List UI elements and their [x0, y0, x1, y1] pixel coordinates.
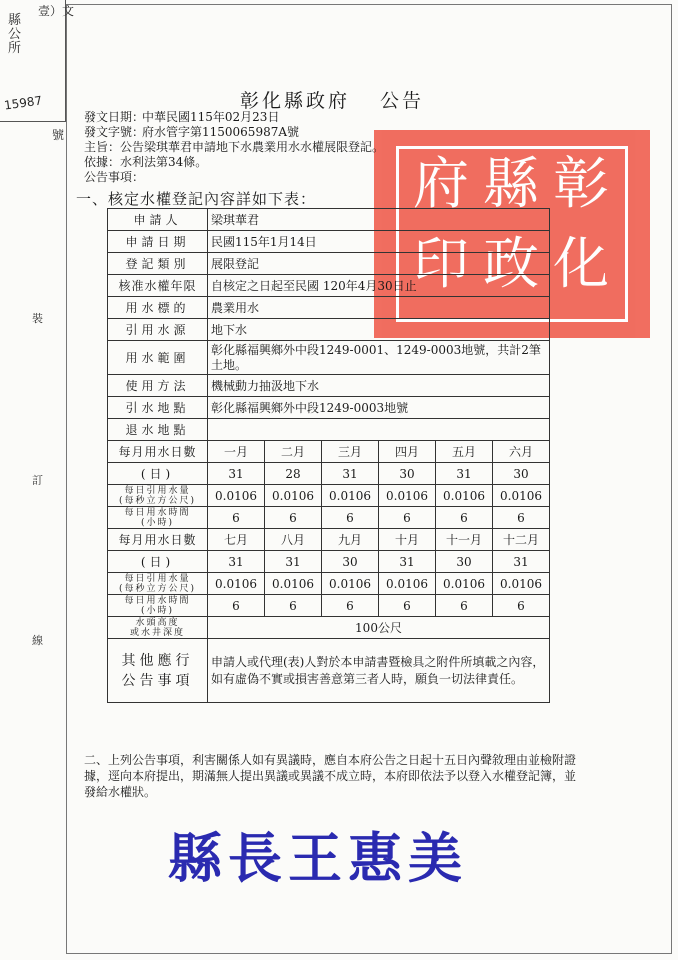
flow-h2-4: 0.0106: [379, 573, 436, 595]
head-value: 100公尺: [208, 617, 550, 639]
hours-h2-5: 6: [436, 595, 493, 617]
hours-h2-1: 6: [208, 595, 265, 617]
table-row: [108, 441, 550, 463]
purpose-label: 用水標的: [108, 297, 208, 319]
table-row: [108, 319, 550, 341]
outlet-value: [208, 419, 550, 441]
issue-date-line: [84, 110, 279, 124]
hours-h1-3: 6: [322, 507, 379, 529]
basis-label: 依據：: [84, 155, 121, 169]
flow-label-h1: [108, 485, 208, 507]
days-label-h2: 每月用水日數: [108, 529, 208, 551]
seal-char-1: 彰: [553, 152, 609, 217]
hours-h2-3: 6: [322, 595, 379, 617]
table-row: [108, 297, 550, 319]
month-h1-4: 四月: [379, 441, 436, 463]
other-matters-label: [108, 639, 208, 703]
flow-h2-5: 0.0106: [436, 573, 493, 595]
month-h2-2: 八月: [265, 529, 322, 551]
seal-char-2: 化: [553, 232, 609, 297]
purpose-value: 農業用水: [208, 297, 550, 319]
days-h1-1: 31: [208, 463, 265, 485]
scope-value: 彰化縣福興鄉外中段1249-0001、1249-0003地號，共計2筆土地。: [208, 341, 550, 375]
page-title: 彰化縣政府: [240, 90, 351, 112]
flow-h2-6: 0.0106: [493, 573, 550, 595]
subject-value: 公告梁琪華君申請地下水農業用水水權展限登記。: [120, 140, 385, 154]
hours-h2-4: 6: [379, 595, 436, 617]
hours-h2-6: 6: [493, 595, 550, 617]
other-label-line-1: 其他應行: [121, 652, 194, 669]
table-row: [108, 275, 550, 297]
intake-value: 彰化縣福興鄉外中段1249-0003地號: [208, 397, 550, 419]
month-h2-1: 七月: [208, 529, 265, 551]
source-value: 地下水: [208, 319, 550, 341]
table-row: [108, 551, 550, 573]
table-row: [108, 397, 550, 419]
days-h2-3: 30: [322, 551, 379, 573]
basis-line: [84, 155, 207, 169]
seal-char-6: 印: [413, 232, 469, 297]
hours-h1-6: 6: [493, 507, 550, 529]
issue-date-label: 發文日期：: [84, 110, 145, 124]
issue-date-value: 中華民國115年02月23日: [142, 110, 280, 124]
flow-h2-1: 0.0106: [208, 573, 265, 595]
days-h1-6: 30: [493, 463, 550, 485]
flow-h1-2: 0.0106: [265, 485, 322, 507]
table-row: [108, 341, 550, 375]
days-h1-5: 31: [436, 463, 493, 485]
intake-label: 引水地點: [108, 397, 208, 419]
days-h1-3: 31: [322, 463, 379, 485]
period-value: 自核定之日起至民國 120年4月30日止: [208, 275, 550, 297]
table-row: [108, 595, 550, 617]
items-label: 公告事項：: [84, 170, 145, 184]
hours-label-text: 每日用水時間: [124, 507, 191, 518]
table-row: [108, 375, 550, 397]
flow-h1-4: 0.0106: [379, 485, 436, 507]
table-row: [108, 529, 550, 551]
applicant-value: 梁琪華君: [208, 209, 550, 231]
flow-h1-1: 0.0106: [208, 485, 265, 507]
scope-label: 用水範圍: [108, 341, 208, 375]
period-label: 核准水權年限: [108, 275, 208, 297]
month-h2-4: 十月: [379, 529, 436, 551]
source-label: 引用水源: [108, 319, 208, 341]
flow-h2-3: 0.0106: [322, 573, 379, 595]
magistrate-signature: 縣長王惠美: [168, 826, 468, 890]
flow-h2-2: 0.0106: [265, 573, 322, 595]
flow-h1-3: 0.0106: [322, 485, 379, 507]
days-unit-h1: (日): [108, 463, 208, 485]
hours-label-text: 每日用水時間: [124, 595, 191, 606]
issue-number-label: 發文字號：: [84, 125, 145, 139]
flow-unit-text: (每秒立方公尺): [118, 495, 197, 506]
hours-h1-4: 6: [379, 507, 436, 529]
well-label-text: 或水井深度: [129, 627, 185, 638]
flow-label-h2: [108, 573, 208, 595]
receipt-suffix: 號: [52, 128, 65, 142]
binding-mark-ding: 訂: [32, 474, 43, 487]
table-row: [108, 617, 550, 639]
apply-date-value: 民國115年1月14日: [208, 231, 550, 253]
applicant-label: 申請人: [108, 209, 208, 231]
apply-date-label: 申請日期: [108, 231, 208, 253]
days-h1-4: 30: [379, 463, 436, 485]
binding-mark-xian: 線: [32, 634, 43, 647]
hours-label-h1: [108, 507, 208, 529]
outlet-label: 退水地點: [108, 419, 208, 441]
hours-h1-2: 6: [265, 507, 322, 529]
days-h2-6: 31: [493, 551, 550, 573]
month-h1-2: 二月: [265, 441, 322, 463]
subject-line: [84, 140, 384, 154]
days-unit-h2: (日): [108, 551, 208, 573]
other-matters-value: 申請人或代理(表)人對於本申請書暨檢具之附件所填載之內容，如有虛偽不實或損害善意第三者人時，願負一切法律責任。: [208, 639, 550, 703]
method-label: 使用方法: [108, 375, 208, 397]
table-row: [108, 507, 550, 529]
table-row: [108, 231, 550, 253]
days-h2-4: 31: [379, 551, 436, 573]
flow-label-text: 每日引用水量: [124, 573, 191, 584]
month-h1-3: 三月: [322, 441, 379, 463]
other-label-line-2: 公告事項: [121, 672, 194, 689]
reg-type-value: 展限登記: [208, 253, 550, 275]
receipt-number: 15987: [3, 93, 43, 113]
hours-label-h2: [108, 595, 208, 617]
days-h2-1: 31: [208, 551, 265, 573]
issue-number-value: 府水管字第1150065987A號: [142, 125, 300, 139]
hours-h1-1: 6: [208, 507, 265, 529]
hours-h2-2: 6: [265, 595, 322, 617]
month-h1-1: 一月: [208, 441, 265, 463]
basis-value: 水利法第34條。: [120, 155, 208, 169]
receipt-stamp-text: 壹）文: [38, 4, 75, 18]
month-h2-5: 十一月: [436, 529, 493, 551]
table-row: [108, 209, 550, 231]
month-h1-6: 六月: [493, 441, 550, 463]
flow-h1-6: 0.0106: [493, 485, 550, 507]
seal-char-5: 府: [413, 152, 469, 217]
hours-h1-5: 6: [436, 507, 493, 529]
binding-mark-zhuang: 裝: [32, 312, 43, 325]
table-row: [108, 419, 550, 441]
days-h2-2: 31: [265, 551, 322, 573]
water-right-table: [107, 208, 550, 703]
reg-type-label: 登記類別: [108, 253, 208, 275]
flow-unit-text: (每秒立方公尺): [118, 583, 197, 594]
hours-unit-text: (小時): [140, 605, 175, 616]
subject-label: 主旨：: [84, 140, 121, 154]
section-1-heading: 一、核定水權登記內容詳如下表：: [76, 190, 317, 208]
document-type: 公告: [380, 90, 425, 112]
days-label-h1: 每月用水日數: [108, 441, 208, 463]
seal-char-3: 縣: [483, 152, 539, 217]
method-value: 機械動力抽汲地下水: [208, 375, 550, 397]
hours-unit-text: (小時): [140, 517, 175, 528]
table-row: [108, 253, 550, 275]
section-2-text: 二、上列公告事項，利害關係人如有異議時，應自本府公告之日起十五日內聲敘理由並檢附證據，逕向本府提出，期滿無人提出異議或異議不成立時，本府即依法予以登入水權登記簿，並發給水權狀。: [84, 753, 577, 799]
flow-h1-5: 0.0106: [436, 485, 493, 507]
head-label: [108, 617, 208, 639]
table-row: [108, 639, 550, 703]
head-label-text: 水頭高度: [135, 617, 180, 628]
month-h1-5: 五月: [436, 441, 493, 463]
table-row: [108, 463, 550, 485]
issue-number-line: [84, 125, 299, 139]
days-h1-2: 28: [265, 463, 322, 485]
table-row: [108, 573, 550, 595]
month-h2-6: 十二月: [493, 529, 550, 551]
month-h2-3: 九月: [322, 529, 379, 551]
table-row: [108, 485, 550, 507]
days-h2-5: 30: [436, 551, 493, 573]
flow-label-text: 每日引用水量: [124, 485, 191, 496]
receipt-office: 縣公所: [8, 13, 22, 56]
seal-char-4: 政: [483, 232, 539, 297]
